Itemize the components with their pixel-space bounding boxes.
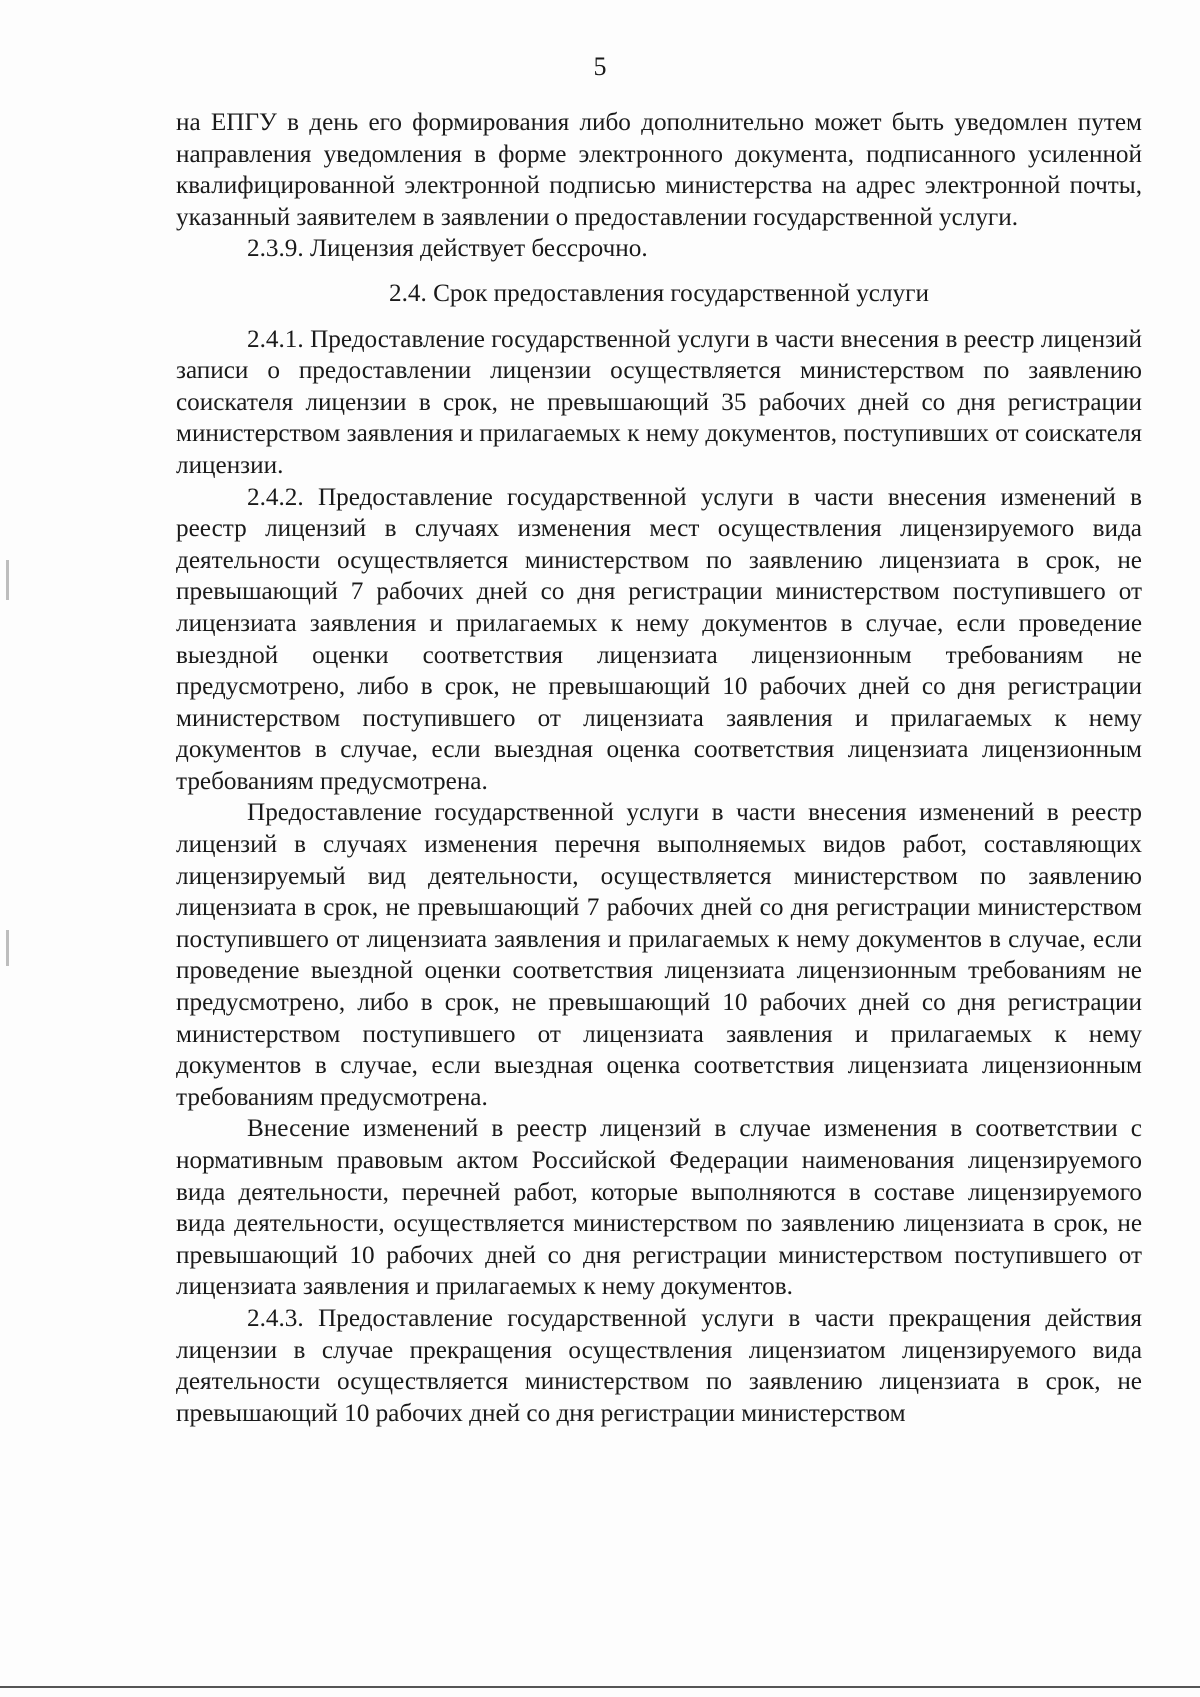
paragraph-2-4-3: 2.4.3. Предоставление государственной услуги в части прекращения действия лицензии в случае прекращения осуществления лицензиатом лицензируемого вида деятельности осуществляется министерством по заявлению лицензиата в срок, не превышающий 10 рабочих дней со дня регистрации министерством <box>176 1304 1142 1427</box>
paragraph-license-term: 2.3.9. Лицензия действует бессрочно. <box>247 235 648 263</box>
paragraph-2-4-1: 2.4.1. Предоставление государственной услуги в части внесения в реестр лицензий записи о предоставлении лицензии осуществляется министерством по заявлению соискателя лицензии в срок, не превышающий 35 рабочих дней со дня регистрации министерством заявления и прилагаемых к нему документов, поступивших от соискателя лицензии. <box>176 325 1142 479</box>
document-body <box>176 107 1142 1429</box>
scan-bottom-edge <box>0 1686 1200 1688</box>
section-heading: 2.4. Срок предоставления государственной услуги <box>389 279 929 307</box>
paragraph-work-types: Предоставление государственной услуги в части внесения изменений в реестр лицензий в случаях изменения перечня выполняемых видов работ, составляющих лицензируемый вид деятельности, осуществляется министерством по заявлению лицензиата в срок, не превышающий 7 рабочих дней со дня регистрации министерством поступившего от лицензиата заявления и прилагаемых к нему документов в случае, если проведение выездной оценки соответствия лицензиата лицензионным требованиям не предусмотрено, либо в срок, не превышающий 10 рабочих дней со дня регистрации министерством поступившего от лицензиата заявления и прилагаемых к нему документов в случае, если выездная оценка соответствия лицензиата лицензионным требованиям предусмотрена. <box>176 799 1142 1111</box>
scan-artifact <box>6 560 9 600</box>
paragraph-name-change: Внесение изменений в реестр лицензий в случае изменения в соответствии с нормативным правовым актом Российской Федерации наименования лицензируемого вида деятельности, перечней работ, которые выполняются в составе лицензируемого вида деятельности, осуществляется министерством по заявлению лицензиата в срок, не превышающий 10 рабочих дней со дня регистрации министерством поступившего от лицензиата заявления и прилагаемых к нему документов. <box>176 1115 1142 1301</box>
paragraph: на ЕПГУ в день его формирования либо дополнительно может быть уведомлен путем направления уведомления в форме электронного документа, подписанного усиленной квалифицированной электронной подписью министерства на адрес электронной почты, указанный заявителем в заявлении о предоставлении государственной услуги. <box>176 109 1142 231</box>
paragraph-2-4-2: 2.4.2. Предоставление государственной услуги в части внесения изменений в реестр лицензий в случаях изменения мест осуществления лицензируемого вида деятельности осуществляется министерством по заявлению лицензиата в срок, не превышающий 7 рабочих дней со дня регистрации министерством поступившего от лицензиата заявления и прилагаемых к нему документов в случае, если проведение выездной оценки соответствия лицензиата лицензионным требованиям не предусмотрено, либо в срок, не превышающий 10 рабочих дней со дня регистрации министерством поступившего от лицензиата заявления и прилагаемых к нему документов в случае, если выездная оценка соответствия лицензиата лицензионным требованиям предусмотрена. <box>176 483 1142 795</box>
scan-artifact <box>6 930 9 966</box>
page-number: 5 <box>593 52 607 81</box>
